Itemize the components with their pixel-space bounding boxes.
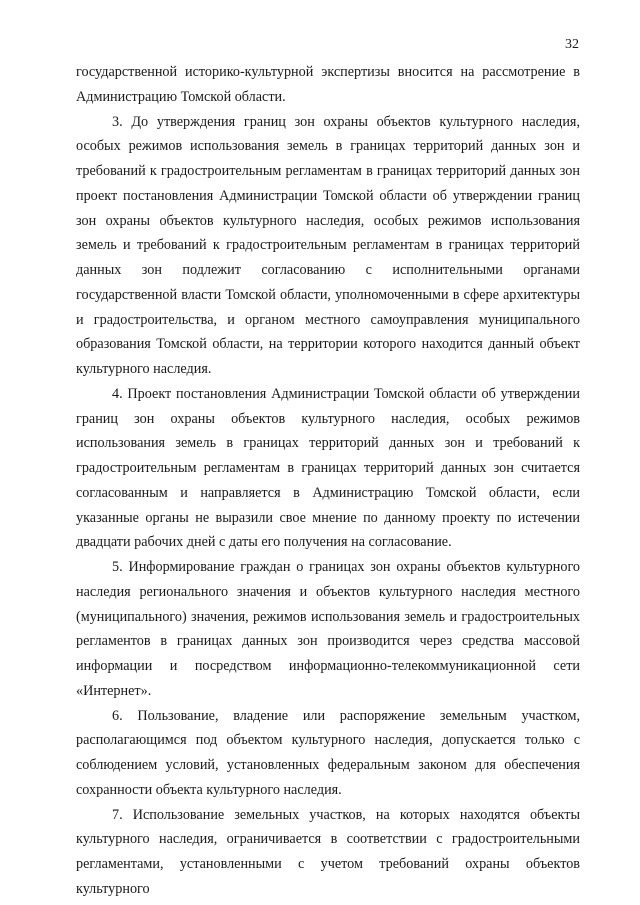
document-body bbox=[76, 60, 580, 902]
paragraph-item-3: 3. До утверждения границ зон охраны объектов культурного наследия, особых режимов использования земель в границах территорий данных зон и требований к градостроительным регламентам в границах территорий данных зон проект постановления Администрации Томской области об утверждении границ зон охраны объектов культурного наследия, особых режимов использования земель и требований к градостроительным регламентам в границах территорий данных зон подлежит согласованию с исполнительными органами государственной власти Томской области, уполномоченными в сфере архитектуры и градостроительства, и органом местного самоуправления муниципального образования Томской области, на территории которого находится данный объект культурного наследия. bbox=[76, 113, 580, 377]
paragraph-item-5: 5. Информирование граждан о границах зон охраны объектов культурного наследия регионального значения и объектов культурного наследия местного (муниципального) значения, режимов использования земель и градостроительных регламентов в границах данных зон производится через средства массовой информации и посредством информационно-телекоммуникационной сети «Интернет». bbox=[76, 559, 580, 699]
paragraph-continuation: государственной историко-культурной экспертизы вносится на рассмотрение в Администрацию Томской области. bbox=[76, 64, 580, 105]
page-number: 32 bbox=[565, 37, 579, 52]
paragraph-item-6: 6. Пользование, владение или распоряжение земельным участком, располагающимся под объектом культурного наследия, допускается только с соблюдением условий, установленных федеральным законом для обеспечения сохранности объекта культурного наследия. bbox=[76, 707, 580, 798]
paragraph-item-7: 7. Использование земельных участков, на которых находятся объекты культурного наследия, ограничивается в соответствии с градостроительными регламентами, установленными с учетом требований охраны объектов культурного bbox=[76, 806, 580, 897]
paragraph-item-4: 4. Проект постановления Администрации Томской области об утверждении границ зон охраны объектов культурного наследия, особых режимов использования земель в границах территорий данных зон и требований к градостроительным регламентам в границах территорий данных зон считается согласованным и направляется в Администрацию Томской области, если указанные органы не выразили свое мнение по данному проекту по истечении двадцати рабочих дней с даты его получения на согласование. bbox=[76, 385, 580, 551]
